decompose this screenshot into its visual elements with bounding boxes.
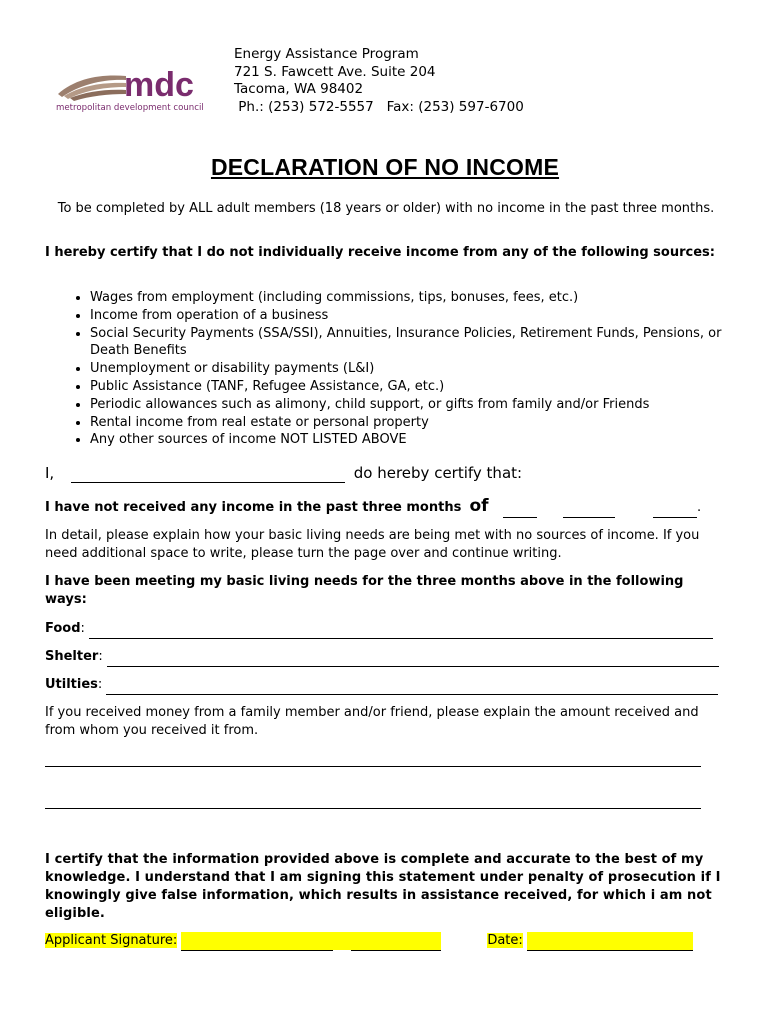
- shelter-field[interactable]: [107, 648, 719, 667]
- food-label: Food: [45, 621, 81, 636]
- certify-suffix: do hereby certify that:: [353, 464, 523, 482]
- mdc-logo: [56, 66, 214, 116]
- utilities-label: Utilties: [45, 677, 98, 692]
- month-3-field[interactable]: [653, 499, 697, 518]
- shelter-row: Shelter:: [45, 648, 721, 667]
- months-of: of: [469, 496, 489, 516]
- explanation-line-2[interactable]: [45, 808, 701, 809]
- months-text: I have not received any income in the past three months: [45, 500, 462, 515]
- list-item: • Social Security Payments (SSA/SSI), Annuities, Insurance Policies, Retirement Funds, Pensions, or Death Benefits: [90, 325, 740, 361]
- date-label: Date:: [487, 933, 523, 948]
- utilities-row: Utilties:: [45, 676, 721, 695]
- utilities-field[interactable]: [106, 676, 718, 695]
- detail-instructions: In detail, please explain how your basic living needs are being met with no sources of income. If you need additional space to write, please turn the page over and continue writing.: [45, 528, 700, 561]
- signature-row: [45, 932, 693, 950]
- address-line: 721 S. Fawcett Ave. Suite 204: [234, 63, 436, 80]
- final-certification: I certify that the information provided above is complete and accurate to the best of my knowledge. I understand that I am signing this statement under penalty of prosecution if I knowingly give false information, which results in assistance received, for which i am not eligible.: [45, 852, 721, 921]
- signature-extra-field[interactable]: [351, 932, 441, 951]
- list-item: • Wages from employment (including commissions, tips, bonuses, fees, etc.): [90, 289, 740, 307]
- certify-intro: I hereby certify that I do not individually receive income from any of the following sources:: [45, 245, 715, 260]
- date-field[interactable]: [527, 932, 693, 951]
- document-title: DECLARATION OF NO INCOME: [210, 154, 560, 180]
- logo-text: mdc: [124, 66, 194, 104]
- certify-name-line: [45, 464, 522, 483]
- address-block: [234, 46, 524, 116]
- explanation-line-1[interactable]: [45, 766, 701, 767]
- mdc-logo-mark: [56, 66, 214, 116]
- food-row: Food:: [45, 620, 717, 639]
- months-period: .: [696, 500, 702, 515]
- shelter-label: Shelter: [45, 649, 99, 664]
- list-item: • Any other sources of income NOT LISTED ABOVE: [90, 431, 740, 449]
- logo-subtext: metropolitan development council: [56, 103, 204, 113]
- months-line: [45, 497, 701, 518]
- list-item: • Unemployment or disability payments (L&I): [90, 360, 740, 378]
- family-money-prompt: If you received money from a family member and/or friend, please explain the amount received and from whom you received it from.: [45, 705, 699, 738]
- month-2-field[interactable]: [563, 499, 615, 518]
- document-subtitle: To be completed by ALL adult members (18 years or older) with no income in the past three months.: [57, 201, 715, 216]
- list-item: • Income from operation of a business: [90, 307, 740, 325]
- meeting-needs-heading: I have been meeting my basic living needs for the three months above in the following ways:: [45, 574, 684, 607]
- address-line: Ph.: (253) 572-5557 Fax: (253) 597-6700: [234, 98, 524, 115]
- applicant-signature-label: Applicant Signature:: [45, 933, 178, 948]
- list-item: • Periodic allowances such as alimony, child support, or gifts from family and/or Friends: [90, 396, 740, 414]
- applicant-signature-field[interactable]: [181, 932, 333, 951]
- month-1-field[interactable]: [503, 499, 537, 518]
- food-field[interactable]: [89, 620, 713, 639]
- applicant-name-field[interactable]: [71, 464, 345, 483]
- list-item: • Public Assistance (TANF, Refugee Assistance, GA, etc.): [90, 378, 740, 396]
- list-item: • Rental income from real estate or personal property: [90, 414, 740, 432]
- address-line: Energy Assistance Program: [234, 46, 419, 62]
- income-sources-list: [45, 289, 740, 449]
- address-line: Tacoma, WA 98402: [234, 81, 364, 97]
- certify-prefix: I,: [45, 464, 55, 482]
